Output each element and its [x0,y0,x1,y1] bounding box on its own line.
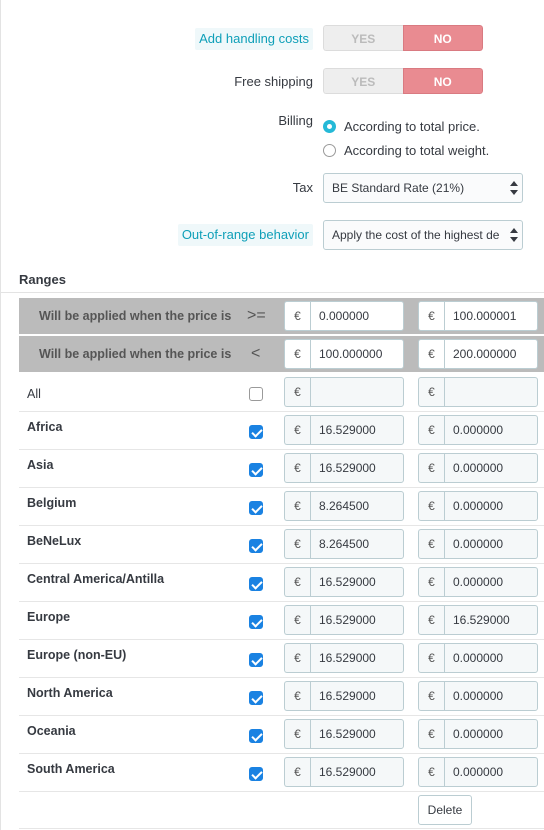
free-shipping-label: Free shipping [234,74,313,89]
range-operator: < [251,345,261,362]
euro-icon: € [418,605,444,635]
euro-icon: € [284,567,310,597]
zone-price-value[interactable]: 16.529000 [310,605,404,635]
zone-range-2-input[interactable] [418,605,538,635]
free-shipping-row [1,67,544,97]
zone-range-2-input[interactable] [418,719,538,749]
euro-icon: € [418,339,444,369]
zone-price-value[interactable]: 16.529000 [310,453,404,483]
range-operator: >= [247,307,266,324]
euro-icon: € [418,681,444,711]
euro-icon: € [284,719,310,749]
zone-range-1-input[interactable] [284,757,404,787]
euro-icon: € [418,377,444,407]
zone-row-benelux [19,526,544,564]
range-value[interactable] [310,377,404,407]
delete-range-button[interactable]: Delete [418,795,472,825]
range-1-lower-input[interactable] [284,301,404,331]
radio-unselected-icon[interactable] [323,144,336,157]
zone-price-value[interactable]: 16.529000 [310,757,404,787]
euro-icon: € [418,415,444,445]
all-zones-row [19,374,544,412]
zone-name: North America [27,686,113,700]
zone-range-1-input[interactable] [284,643,404,673]
zone-price-value[interactable]: 16.529000 [444,605,538,635]
euro-icon: € [284,757,310,787]
range-condition-label: Will be applied when the price is [39,347,232,361]
zone-range-1-input[interactable] [284,681,404,711]
zone-price-value[interactable]: 16.529000 [310,643,404,673]
zone-price-value[interactable]: 16.529000 [310,719,404,749]
zone-range-1-input[interactable] [284,415,404,445]
zone-range-1-input[interactable] [284,491,404,521]
zone-range-1-input[interactable] [284,719,404,749]
ranges-divider [1,292,544,293]
zone-range-2-input[interactable] [418,757,538,787]
zone-range-1-input[interactable] [284,529,404,559]
zone-range-2-input[interactable] [418,491,538,521]
euro-icon: € [284,605,310,635]
radio-selected-icon[interactable] [323,120,336,133]
zone-price-value[interactable]: 16.529000 [310,681,404,711]
free-shipping-no-option[interactable]: NO [403,68,484,94]
zone-price-value[interactable]: 0.000000 [444,415,538,445]
zone-checkbox[interactable] [249,539,263,553]
euro-icon: € [284,491,310,521]
range-value[interactable]: 100.000001 [444,301,538,331]
euro-icon: € [418,719,444,749]
euro-icon: € [418,643,444,673]
handling-costs-label: Add handling costs [195,28,313,50]
zone-checkbox[interactable] [249,425,263,439]
handling-no-option[interactable]: NO [403,25,484,51]
select-caret-icon [510,228,518,242]
range-value[interactable]: 100.000000 [310,339,404,369]
euro-icon: € [284,339,310,369]
range-lower-bound-row [19,298,544,334]
select-caret-icon [510,181,518,195]
zone-row-europe-non-eu [19,640,544,678]
billing-label: Billing [278,113,313,128]
zone-checkbox[interactable] [249,767,263,781]
euro-icon: € [284,453,310,483]
all-zones-label: All [27,387,41,401]
zone-checkbox[interactable] [249,463,263,477]
zone-range-1-input[interactable] [284,453,404,483]
zone-range-2-input[interactable] [418,643,538,673]
zone-row-north-america [19,678,544,716]
zone-name: Europe [27,610,71,624]
zone-price-value[interactable]: 0.000000 [444,529,538,559]
out-of-range-label: Out-of-range behavior [178,224,313,246]
zone-name: Central America/Antilla [27,572,165,586]
range-1-upper-input[interactable] [284,339,404,369]
euro-icon: € [284,643,310,673]
out-of-range-select-value: Apply the cost of the highest de [332,228,500,242]
zone-price-value[interactable]: 16.529000 [310,415,404,445]
zone-row-oceania [19,716,544,754]
euro-icon: € [418,529,444,559]
handling-costs-switch[interactable] [323,25,483,51]
billing-option-total-price[interactable] [323,116,480,136]
zone-price-value[interactable]: 0.000000 [444,719,538,749]
zone-name: Oceania [27,724,76,738]
zone-range-2-input[interactable] [418,529,538,559]
zone-price-value[interactable]: 0.000000 [444,643,538,673]
handling-costs-row [1,24,544,54]
euro-icon: € [418,757,444,787]
zone-price-value[interactable]: 0.000000 [444,491,538,521]
zone-range-1-input[interactable] [284,567,404,597]
zone-range-2-input[interactable] [418,681,538,711]
zone-row-africa [19,412,544,450]
zone-range-2-input[interactable] [418,453,538,483]
zone-price-value[interactable]: 8.264500 [310,491,404,521]
zone-row-south-america [19,754,544,792]
range-value[interactable]: 0.000000 [310,301,404,331]
out-of-range-row [1,220,544,250]
out-of-range-select[interactable] [323,220,523,250]
zone-price-value[interactable]: 0.000000 [444,453,538,483]
tax-select[interactable] [323,173,523,203]
range-upper-bound-row [19,336,544,372]
billing-option-label: According to total price. [344,118,480,134]
zone-checkbox[interactable] [249,653,263,667]
zone-name: Africa [27,420,63,434]
zone-checkbox[interactable] [249,615,263,629]
range-value[interactable] [444,377,538,407]
zone-checkbox[interactable] [249,577,263,591]
all-zones-range-1-input[interactable] [284,377,404,407]
euro-icon: € [418,567,444,597]
all-zones-checkbox[interactable] [249,387,263,401]
zone-row-belgium [19,488,544,526]
euro-icon: € [284,529,310,559]
zone-name: South America [27,762,115,776]
zone-checkbox[interactable] [249,729,263,743]
euro-icon: € [284,681,310,711]
euro-icon: € [284,377,310,407]
zone-range-2-input[interactable] [418,415,538,445]
free-shipping-yes-option[interactable]: YES [323,68,403,94]
range-2-lower-input[interactable] [418,301,538,331]
zone-price-value[interactable]: 0.000000 [444,681,538,711]
zone-name: BeNeLux [27,534,82,548]
zone-row-asia [19,450,544,488]
zone-price-value[interactable]: 16.529000 [310,567,404,597]
zone-price-value[interactable]: 0.000000 [444,757,538,787]
range-value[interactable]: 200.000000 [444,339,538,369]
zone-name: Asia [27,458,54,472]
zone-checkbox[interactable] [249,501,263,515]
zone-range-2-input[interactable] [418,567,538,597]
ranges-heading: Ranges [19,272,66,287]
zone-row-europe [19,602,544,640]
zone-row-central-america [19,564,544,602]
tax-select-value: BE Standard Rate (21%) [332,181,465,195]
tax-label: Tax [292,180,313,195]
range-condition-label: Will be applied when the price is [39,309,232,323]
zone-checkbox[interactable] [249,691,263,705]
euro-icon: € [418,453,444,483]
range-2-upper-input[interactable] [418,339,538,369]
all-zones-range-2-input[interactable] [418,377,538,407]
zone-name: Belgium [27,496,77,510]
zone-name: Europe (non-EU) [27,648,127,662]
table-bottom-divider [19,828,544,829]
free-shipping-switch[interactable] [323,68,483,94]
tax-row [1,173,544,203]
euro-icon: € [284,301,310,331]
euro-icon: € [418,491,444,521]
zone-price-value[interactable]: 8.264500 [310,529,404,559]
euro-icon: € [418,301,444,331]
billing-option-total-weight[interactable] [323,140,489,160]
zone-price-value[interactable]: 0.000000 [444,567,538,597]
euro-icon: € [284,415,310,445]
handling-yes-option[interactable]: YES [323,25,403,51]
billing-option-label: According to total weight. [344,142,490,158]
zone-range-1-input[interactable] [284,605,404,635]
